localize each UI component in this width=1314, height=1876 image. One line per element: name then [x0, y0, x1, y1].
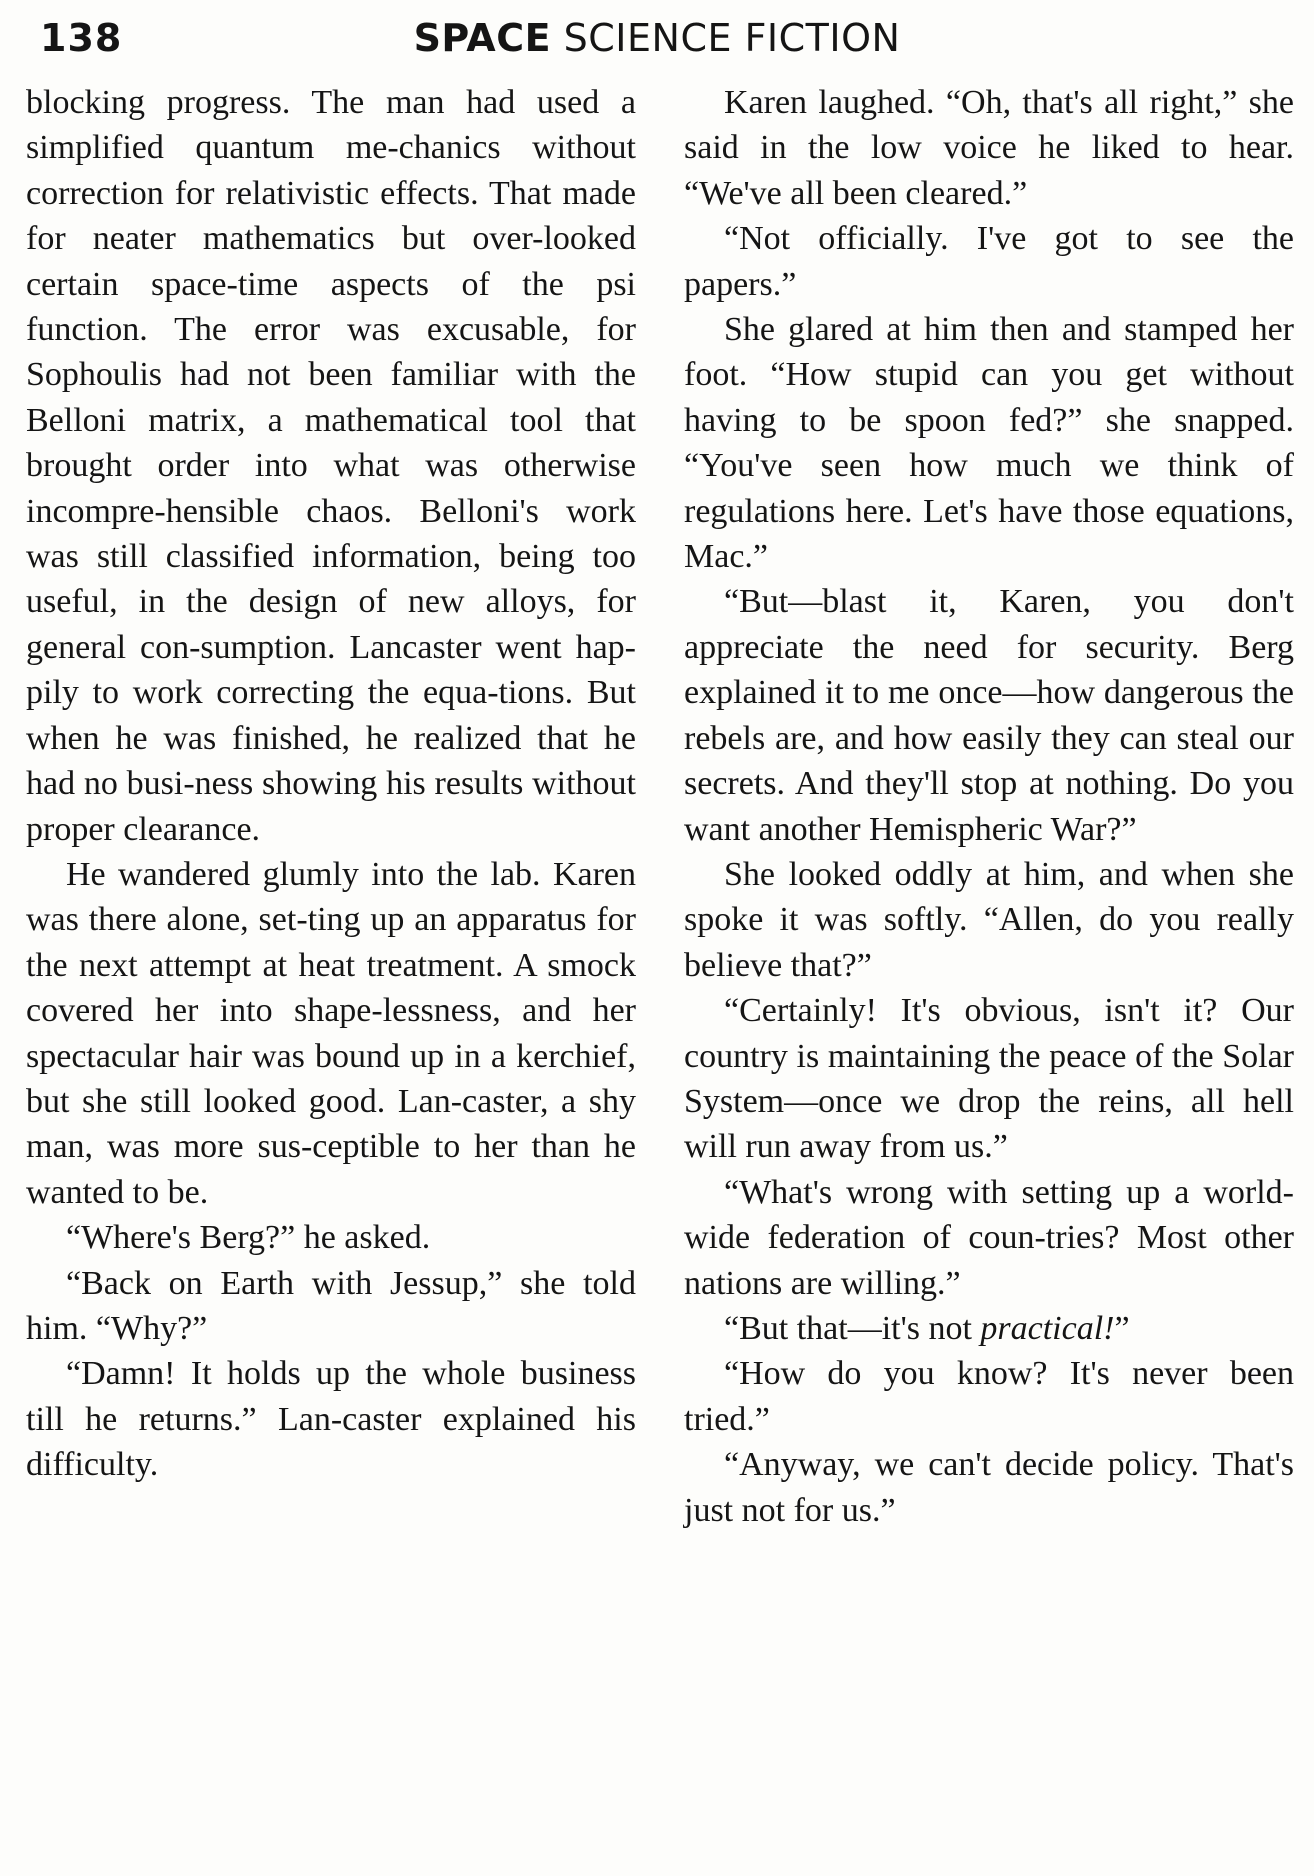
paragraph: “What's wrong with setting up a world-wide federation of coun-tries? Most other nations are willing.”	[684, 1173, 1294, 1302]
right-column	[684, 80, 1294, 1856]
paragraph: “Anyway, we can't decide policy. That's just not for us.”	[684, 1446, 1294, 1529]
paragraph: “How do you know? It's never been tried.”	[684, 1355, 1294, 1438]
italic-emphasis: practical!	[980, 1309, 1115, 1347]
magazine-name: SPACE	[413, 16, 552, 60]
running-header	[30, 12, 1284, 82]
paragraph: “Damn! It holds up the whole business till he returns.” Lan-caster explained his difficulty.	[26, 1355, 636, 1484]
text-run: ”	[1114, 1309, 1130, 1347]
paragraph: “But—blast it, Karen, you don't appreciate the need for security. Berg explained it to me once—how dangerous the rebels are, and how easily they can steal our secrets. And they'll stop at nothing. Do you want another Hemispheric War?”	[684, 583, 1294, 848]
text-run: “But that—it's not	[724, 1309, 981, 1347]
paragraph: She looked oddly at him, and when she spoke it was softly. “Allen, do you really believe that?”	[684, 855, 1294, 984]
left-column	[26, 80, 636, 1856]
article-body	[26, 80, 1294, 1856]
paragraph: She glared at him then and stamped her foot. “How stupid can you get without having to be spoon fed?” she snapped. “You've seen how much we think of regulations here. Let's have those equations, Mac.”	[684, 311, 1294, 576]
paragraph	[684, 1306, 1294, 1351]
paragraph: Karen laughed. “Oh, that's all right,” she said in the low voice he liked to hear. “We've all been cleared.”	[684, 84, 1294, 212]
paragraph: “Not officially. I've got to see the papers.”	[684, 220, 1294, 303]
paragraph: blocking progress. The man had used a simplified quantum me-chanics without correction for relativistic effects. That made for neater mathematics but over-looked certain space-time aspects of the psi function. The error was excusable, for Sophoulis had not been familiar with the Belloni matrix, a mathematical tool that brought order into what was otherwise incompre-hensible chaos. Belloni's work was still classified information, being too useful, in the design of new alloys, for general con-sumption. Lancaster went hap-pily to work correcting the equa-tions. But when he was finished, he realized that he had no busi-ness showing his results without proper clearance.	[26, 84, 636, 848]
paragraph: “Where's Berg?” he asked.	[66, 1219, 431, 1257]
running-title	[30, 16, 1284, 60]
title-rest: SCIENCE FICTION	[563, 16, 901, 60]
paragraph: “Certainly! It's obvious, isn't it? Our country is maintaining the peace of the Solar System—once we drop the reins, all hell will run away from us.”	[684, 992, 1294, 1166]
paragraph: “Back on Earth with Jessup,” she told him. “Why?”	[26, 1264, 636, 1347]
paragraph: He wandered glumly into the lab. Karen was there alone, set-ting up an apparatus for the next attempt at heat treatment. A smock covered her into shape-lessness, and her spectacular hair was bound up in a kerchief, but she still looked good. Lan-caster, a shy man, was more sus-ceptible to her than he wanted to be.	[26, 855, 636, 1211]
page-number: 138	[40, 16, 123, 60]
